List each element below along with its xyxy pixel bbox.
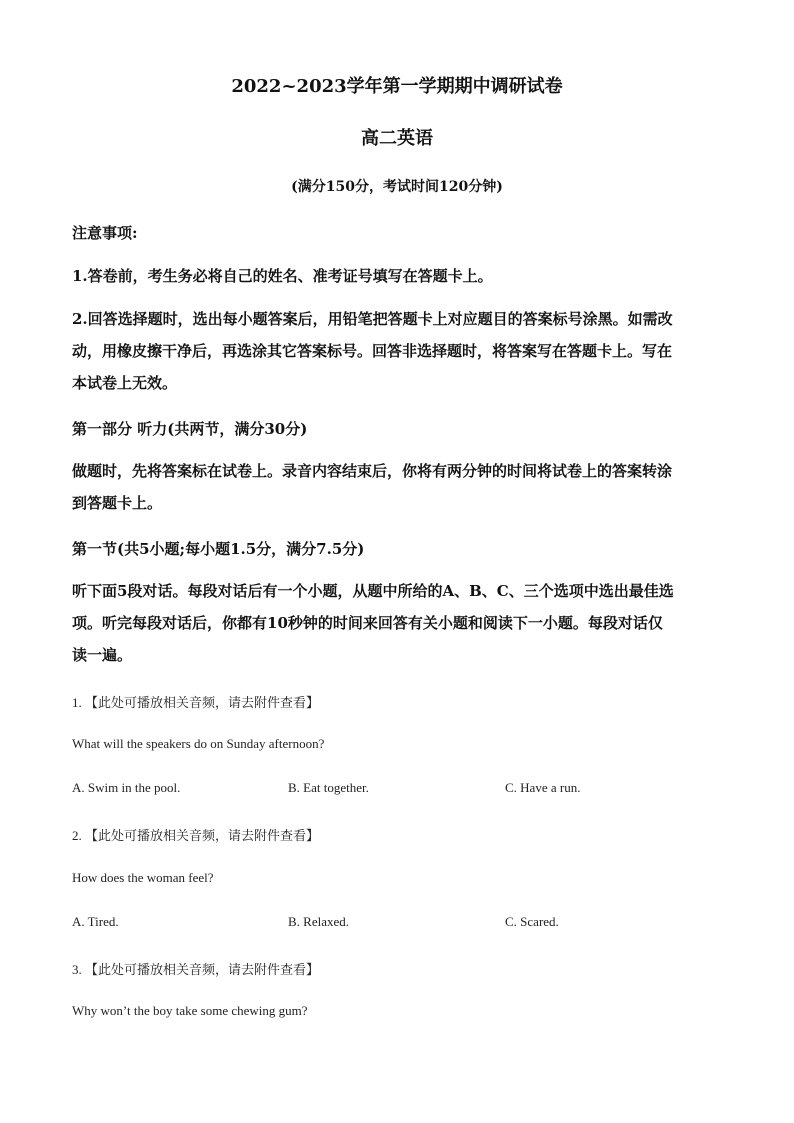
section1-line: 读一遍。 bbox=[72, 646, 133, 664]
question-2-text: How does the woman feel? bbox=[72, 870, 214, 885]
notes-item-2-line: 2.回答选择题时，选出每小题答案后，用铅笔把答题卡上对应题目的答案标号涂黑。如需改 bbox=[72, 310, 673, 328]
part1-heading: 第一部分 听力(共两节，满分30分) bbox=[72, 420, 308, 438]
question-1-option-b: B. Eat together. bbox=[288, 780, 369, 795]
notes-item-1: 1.答卷前，考生务必将自己的姓名、准考证号填写在答题卡上。 bbox=[72, 267, 493, 285]
instruction-line: 到答题卡上。 bbox=[72, 494, 163, 512]
question-2-option-b: B. Relaxed. bbox=[288, 914, 350, 929]
notes-item-2-line: 动，用橡皮擦干净后，再选涂其它答案标号。回答非选择题时，将答案写在答题卡上。写在 bbox=[72, 342, 673, 360]
question-1-audio-note[interactable]: 1. 【此处可播放相关音频，请去附件查看】 bbox=[72, 695, 320, 710]
section1-line: 听下面5段对话。每段对话后有一个小题，从题中所给的A、B、C、三个选项中选出最佳选 bbox=[72, 582, 674, 600]
question-1-option-c: C. Have a run. bbox=[505, 780, 581, 795]
section1-line: 项。听完每段对话后，你都有10秒钟的时间来回答有关小题和阅读下一小题。每段对话仅 bbox=[72, 614, 663, 632]
subject-title: 高二英语 bbox=[361, 128, 433, 149]
question-1-text: What will the speakers do on Sunday afternoon? bbox=[72, 736, 325, 751]
notes-heading: 注意事项: bbox=[72, 224, 138, 242]
question-1-option-a: A. Swim in the pool. bbox=[72, 780, 181, 795]
exam-title: 2022~2023学年第一学期期中调研试卷 bbox=[231, 76, 563, 97]
question-3-audio-note[interactable]: 3. 【此处可播放相关音频，请去附件查看】 bbox=[72, 962, 320, 977]
section1-instruction bbox=[72, 575, 722, 671]
question-2-audio-note[interactable]: 2. 【此处可播放相关音频，请去附件查看】 bbox=[72, 828, 320, 843]
question-3-text: Why won’t the boy take some chewing gum? bbox=[72, 1003, 308, 1018]
question-2-option-c: C. Scared. bbox=[505, 914, 559, 929]
score-time-note: (满分150分，考试时间120分钟) bbox=[291, 179, 503, 195]
part1-instruction bbox=[72, 455, 722, 519]
instruction-line: 做题时，先将答案标在试卷上。录音内容结束后，你将有两分钟的时间将试卷上的答案转涂 bbox=[72, 462, 673, 480]
question-2-option-a: A. Tired. bbox=[72, 914, 119, 929]
section1-heading: 第一节(共5小题;每小题1.5分，满分7.5分) bbox=[72, 540, 365, 558]
notes-item-2-line: 本试卷上无效。 bbox=[72, 374, 178, 392]
notes-item-2 bbox=[72, 303, 722, 399]
